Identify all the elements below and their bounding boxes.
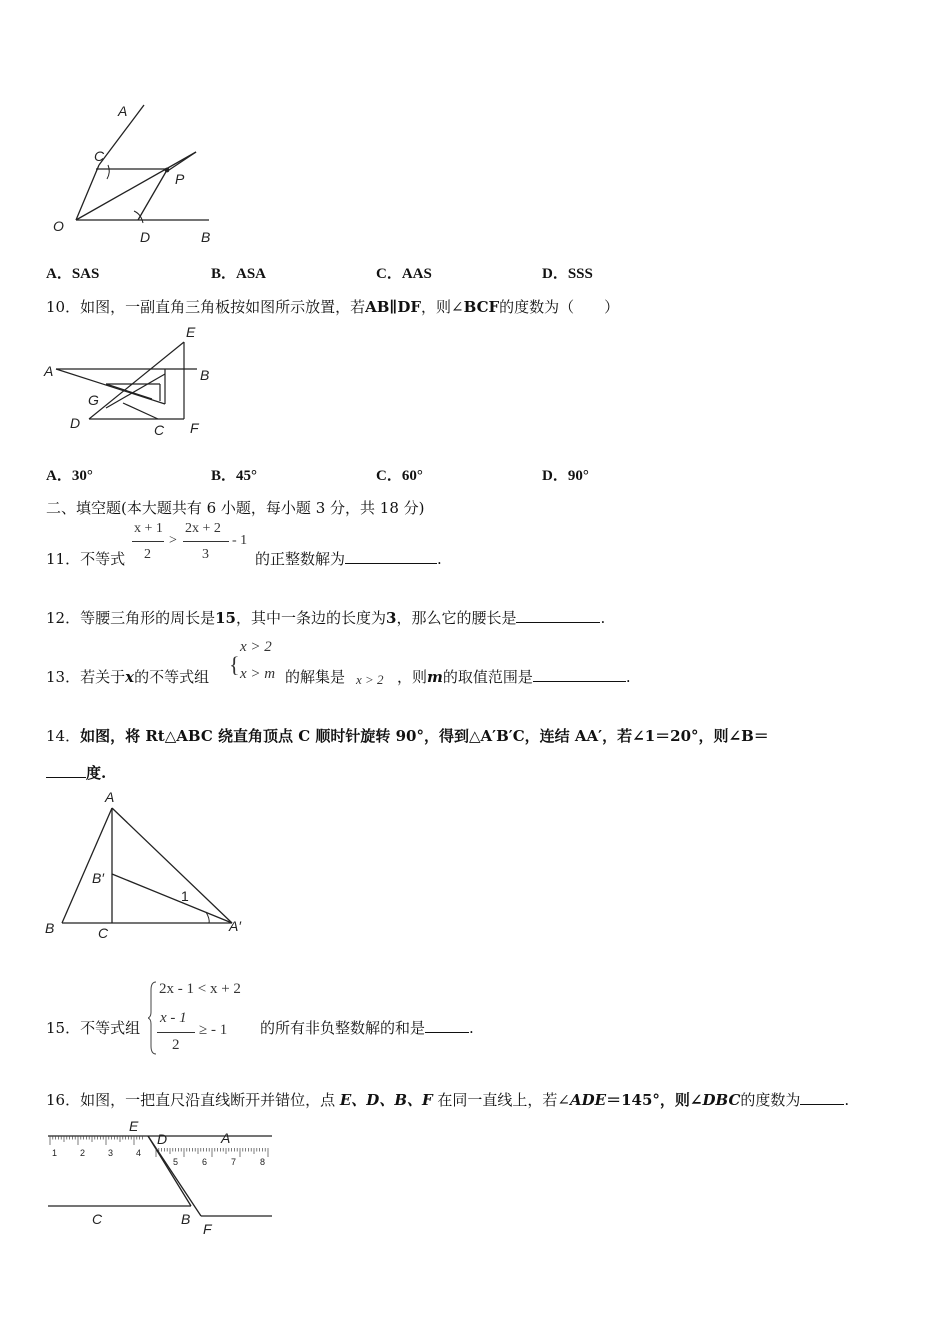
- q11-number: 11．: [46, 550, 81, 568]
- q16-angle1: ADE: [570, 1091, 607, 1109]
- q11-gt: >: [169, 533, 177, 548]
- q16-ruler-ticks-right: [156, 1148, 268, 1157]
- q15-denominator: 2: [172, 1037, 180, 1053]
- q16-ruler-num-2: 2: [80, 1148, 86, 1158]
- q12-text3: ，那么它的腰长是: [396, 609, 517, 627]
- q16-number: 16．: [46, 1091, 81, 1109]
- q15-prefix: [46, 1017, 140, 1038]
- q14-label-a: A: [105, 789, 115, 805]
- q11-answer-blank[interactable]: [345, 549, 437, 564]
- q10-pre: 如图，一副直角三角板按如图所示放置，若: [80, 298, 366, 316]
- q15-row1: 2x - 1 < x + 2: [159, 981, 241, 997]
- q11-frac2-numerator: 2x + 2: [185, 521, 221, 536]
- q10-label-g: G: [88, 392, 99, 408]
- q9-option-a[interactable]: A．SAS: [46, 266, 100, 282]
- q15-numerator: x - 1: [160, 1010, 187, 1026]
- section-2-heading: 二、填空题(本大题共有 6 小题，每小题 3 分，共 18 分): [46, 499, 425, 517]
- q10-option-b[interactable]: B．45°: [211, 468, 258, 484]
- q14-label-a-prime: A′: [229, 918, 241, 934]
- q16-t3: ＝145°，则∠: [606, 1091, 703, 1109]
- q13-answer-blank[interactable]: [533, 667, 626, 682]
- q10-option-a[interactable]: A．30°: [46, 468, 93, 484]
- q11-pre: 不等式: [80, 550, 126, 568]
- q14-text: 如图，将 Rt△ABC 绕直角顶点 C 顺时针旋转 90°，得到△A′B′C，连结 AA′，若∠1＝20°，则∠B＝: [80, 727, 769, 745]
- q15-ge: ≥ - 1: [199, 1022, 228, 1038]
- q16-ruler-num-1: 1: [52, 1148, 58, 1158]
- q16-label-e: E: [129, 1118, 139, 1134]
- q13-t1: 的不等式组: [134, 668, 210, 686]
- q10-label-a: A: [44, 363, 54, 379]
- q11-suffix: [255, 548, 442, 569]
- q9-label-b: B: [201, 229, 211, 245]
- q14-figure: [40, 788, 255, 943]
- q16-stem: [46, 1089, 849, 1110]
- q9-option-d[interactable]: D．SSS: [542, 266, 593, 282]
- q10-label-e: E: [186, 324, 196, 340]
- q15-post: 的所有非负整数解的和是: [260, 1019, 426, 1037]
- q16-figure: [44, 1115, 279, 1240]
- q16-label-c: C: [92, 1211, 103, 1227]
- q13-t4: 的取值范围是: [442, 668, 533, 686]
- q16-ruler-num-6: 6: [202, 1157, 208, 1167]
- q12-text2: ，其中一条边的长度为: [235, 609, 386, 627]
- q10-stem: [46, 296, 619, 317]
- q16-ruler-num-7: 7: [231, 1157, 237, 1167]
- q13-pre: 若关于: [80, 668, 126, 686]
- q14-answer-blank[interactable]: [46, 763, 86, 778]
- q9-option-b[interactable]: B．ASA: [211, 266, 267, 282]
- q9-label-o: O: [53, 218, 64, 234]
- q16-t1: 如图，一把直尺沿直线断开并错位，点: [80, 1091, 340, 1109]
- q9-figure: [44, 95, 224, 250]
- q11-minus-one: - 1: [232, 533, 248, 548]
- q10-mid: ，则∠: [421, 298, 464, 316]
- q16-ruler-num-3: 3: [108, 1148, 114, 1158]
- q10-figure: [42, 322, 222, 440]
- q13-end: .: [625, 668, 631, 686]
- q12-text: 等腰三角形的周长是: [80, 609, 216, 627]
- q10-option-c[interactable]: C．60°: [376, 468, 423, 484]
- q13-mid: 的解集是: [285, 668, 346, 686]
- q16-angle2: DBC: [702, 1091, 741, 1109]
- q14-number: 14．: [46, 727, 81, 745]
- q10-number: 10．: [46, 298, 81, 316]
- q11-frac2-line: [183, 541, 229, 542]
- q13-prefix: [46, 666, 209, 687]
- q14-line2: [46, 762, 106, 783]
- q11-prefix: [46, 548, 125, 569]
- q14-end: 度.: [86, 764, 107, 782]
- q15-end: .: [469, 1019, 474, 1037]
- q16-ruler-num-5: 5: [173, 1157, 179, 1167]
- q16-answer-blank[interactable]: [800, 1090, 844, 1105]
- q12-perimeter: 15: [215, 609, 236, 627]
- q14-label-b-prime: B′: [92, 870, 104, 886]
- q16-label-d: D: [157, 1131, 168, 1147]
- q12-answer-blank[interactable]: [516, 608, 600, 623]
- q14-label-b: B: [45, 920, 55, 936]
- q11-frac1-denominator: 2: [144, 547, 151, 562]
- q10-angle: BCF: [463, 298, 500, 316]
- q9-label-d: D: [140, 229, 151, 245]
- q10-label-f: F: [190, 420, 199, 436]
- q16-ruler-ticks-left: [50, 1136, 142, 1145]
- q9-option-c[interactable]: C．AAS: [376, 266, 432, 282]
- q15-pre: 不等式组: [80, 1019, 141, 1037]
- q14-label-c: C: [98, 925, 109, 941]
- q10-post: 的度数为（ ）: [499, 298, 620, 316]
- q13-suffix: [397, 666, 631, 687]
- q10-label-d: D: [70, 415, 81, 431]
- q14-label-angle-1: 1: [181, 888, 189, 904]
- q11-frac1-line: [132, 541, 164, 542]
- q10-condition: AB∥DF: [365, 298, 422, 316]
- q13-var: x: [125, 668, 135, 686]
- q13-solution: x > 2: [356, 672, 384, 687]
- q11-frac1-numerator: x + 1: [134, 521, 163, 536]
- q10-label-c: C: [154, 422, 165, 438]
- q10-label-b: B: [200, 367, 210, 383]
- q14-stem: [46, 725, 769, 746]
- q13-m: m: [427, 668, 443, 686]
- q16-ruler-num-8: 8: [260, 1157, 266, 1167]
- q13-brace: {: [229, 652, 240, 677]
- q13-t3: ，则: [397, 668, 428, 686]
- q15-brace: [148, 980, 158, 1056]
- q13-number: 13．: [46, 668, 81, 686]
- q16-end: .: [844, 1091, 850, 1109]
- q15-suffix: [260, 1017, 474, 1038]
- q15-answer-blank[interactable]: [425, 1018, 469, 1033]
- q11-post: 的正整数解为: [255, 550, 346, 568]
- q10-option-d[interactable]: D．90°: [542, 468, 589, 484]
- q15-number: 15．: [46, 1019, 81, 1037]
- q12-number: 12．: [46, 609, 81, 627]
- q16-points: E、D、B、F: [339, 1091, 433, 1109]
- q9-label-p: P: [175, 171, 185, 187]
- q16-t2: 在同一直线上，若∠: [432, 1091, 570, 1109]
- q12-side: 3: [386, 609, 397, 627]
- q11-end: .: [437, 550, 442, 568]
- q12-stem: [46, 607, 605, 628]
- q9-label-c: C: [94, 148, 105, 164]
- q13-row1: x > 2: [240, 639, 272, 655]
- q16-ruler-num-4: 4: [136, 1148, 142, 1158]
- q12-end: .: [600, 609, 606, 627]
- q11-frac2-denominator: 3: [202, 547, 209, 562]
- q13-row2: x > m: [240, 666, 276, 682]
- q16-label-f: F: [203, 1221, 212, 1237]
- q9-label-a: A: [118, 103, 128, 119]
- q16-label-b: B: [181, 1211, 191, 1227]
- q16-label-a: A: [221, 1130, 231, 1146]
- q16-t4: 的度数为: [740, 1091, 801, 1109]
- q15-frac-line: [157, 1032, 195, 1033]
